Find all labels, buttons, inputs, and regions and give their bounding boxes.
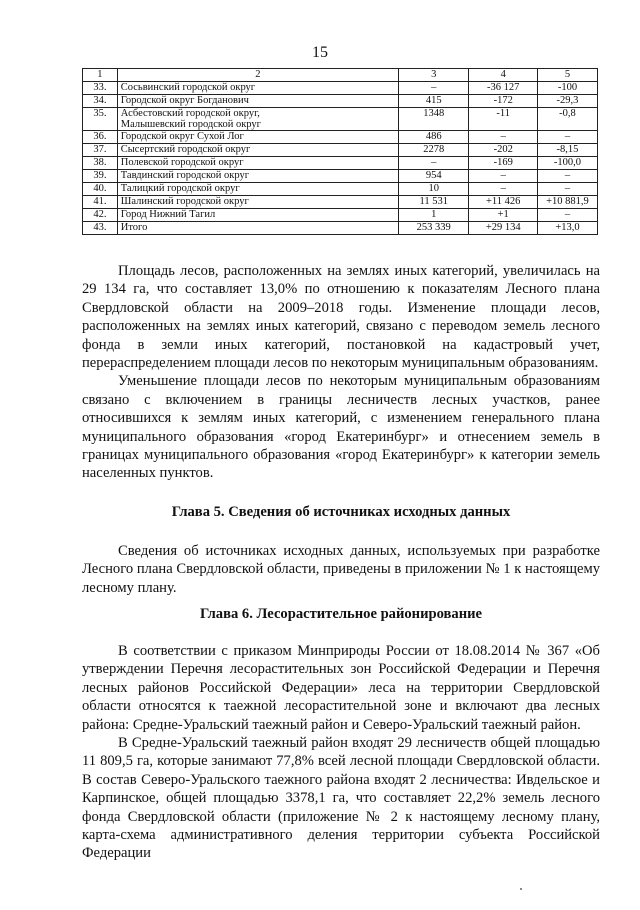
- table-row: [83, 144, 598, 157]
- table-cell: -0,8: [537, 108, 597, 131]
- table-cell: 33.: [83, 82, 118, 95]
- table-cell: -169: [469, 157, 537, 170]
- table-cell: Сысертский городской округ: [117, 144, 398, 157]
- table-cell: –: [398, 82, 469, 95]
- table-row: [83, 157, 598, 170]
- table-cell: –: [469, 183, 537, 196]
- table-cell: 35.: [83, 108, 118, 131]
- table-cell: 40.: [83, 183, 118, 196]
- table-cell: 11 531: [398, 196, 469, 209]
- table-cell: 2278: [398, 144, 469, 157]
- table-cell: –: [398, 157, 469, 170]
- table-header-cell: 2: [117, 69, 398, 82]
- table-cell: Полевской городской округ: [117, 157, 398, 170]
- table-cell: 415: [398, 95, 469, 108]
- table-cell: Тавдинский городской округ: [117, 170, 398, 183]
- table-cell: -202: [469, 144, 537, 157]
- table-cell: 36.: [83, 131, 118, 144]
- table-header-cell: 4: [469, 69, 537, 82]
- page-number: 15: [312, 44, 328, 61]
- table-cell: Шалинский городской округ: [117, 196, 398, 209]
- table-cell: +11 426: [469, 196, 537, 209]
- table-cell: 37.: [83, 144, 118, 157]
- table-cell: Талицкий городской округ: [117, 183, 398, 196]
- body-text-ch5: [82, 542, 600, 597]
- table-row: [83, 222, 598, 235]
- table-cell: -100,0: [537, 157, 597, 170]
- table-cell: -29,3: [537, 95, 597, 108]
- forest-area-table: [82, 68, 598, 235]
- table-cell: -172: [469, 95, 537, 108]
- table-cell: 38.: [83, 157, 118, 170]
- body-text-ch6: [82, 642, 600, 863]
- table-header-row: [83, 69, 598, 82]
- scan-speck: [520, 888, 522, 890]
- table-cell: +1: [469, 209, 537, 222]
- table-cell: 954: [398, 170, 469, 183]
- table-cell: Городской округ Сухой Лог: [117, 131, 398, 144]
- table-row: [83, 209, 598, 222]
- table-cell: +13,0: [537, 222, 597, 235]
- table-cell: 34.: [83, 95, 118, 108]
- table-cell: –: [537, 209, 597, 222]
- paragraph: Уменьшение площади лесов по некоторым муниципальным образованиям связано с включением в границы лесничеств лесных участков, ранее относившихся к землям иных категорий, с изменением генерального плана муниципального образования «город Екатеринбург» и отнесением земель в границах муниципального образования «город Екатеринбург» к категории земель населенных пунктов.: [82, 373, 600, 482]
- chapter-5-heading: Глава 5. Сведения об источниках исходных данных: [171, 504, 511, 520]
- table-cell: –: [537, 170, 597, 183]
- table-cell: 1: [398, 209, 469, 222]
- chapter-6-heading: Глава 6. Лесорастительное районирование: [199, 606, 483, 622]
- table-cell: Асбестовский городской округ, Малышевский городской округ: [117, 108, 398, 131]
- table-row: [83, 183, 598, 196]
- table-header-cell: 1: [83, 69, 118, 82]
- table-row: [83, 131, 598, 144]
- table-row: [83, 108, 598, 131]
- table-cell: –: [469, 131, 537, 144]
- table-row: [83, 95, 598, 108]
- paragraph: В Средне-Уральский таежный район входят 29 лесничеств общей площадью 11 809,5 га, которые занимают 77,8% всей лесной площади Свердловской области. В состав Северо-Уральского таежного района входят 2 лесничества: Ивдельское и Карпинское, общей площадью 3378,1 га, что составляет 22,2% земель лесного фонда Свердловской области (приложение № 2 к настоящему лесному плану, карта-схема административного деления территории субъекта Российской Федерации: [82, 735, 600, 862]
- table-cell: 39.: [83, 170, 118, 183]
- table-cell: 10: [398, 183, 469, 196]
- table-header-cell: 5: [537, 69, 597, 82]
- table-cell: 486: [398, 131, 469, 144]
- table-cell: -36 127: [469, 82, 537, 95]
- table-cell: 41.: [83, 196, 118, 209]
- table-row: [83, 196, 598, 209]
- table-body: [83, 82, 598, 235]
- table-cell: –: [537, 131, 597, 144]
- body-text-block-1: [82, 262, 600, 483]
- table-cell: -11: [469, 108, 537, 131]
- table-cell: –: [469, 170, 537, 183]
- table-cell: -8,15: [537, 144, 597, 157]
- table-cell: 253 339: [398, 222, 469, 235]
- paragraph: Площадь лесов, расположенных на землях иных категорий, увеличилась на 29 134 га, что составляет 13,0% по отношению к показателям Лесного плана Свердловской области на 2009–2018 годы. Изменение площади лесов, расположенных на землях иных категорий, связано с переводом земель лесного фонда в земли иных категорий, постановкой на кадастровый учет, перераспределением площади лесов по некоторым муниципальным образованиям.: [82, 263, 600, 372]
- table-row: [83, 170, 598, 183]
- table-cell: +29 134: [469, 222, 537, 235]
- paragraph: В соответствии с приказом Минприроды России от 18.08.2014 № 367 «Об утверждении Перечня лесорастительных зон Российской Федерации и Перечня лесных районов Российской Федерации» леса на территории Свердловской области относятся к таежной лесорастительной зоне и включают два лесных района: Средне-Уральский таежный район и Северо-Уральский таежный район.: [82, 643, 600, 733]
- table-cell: 42.: [83, 209, 118, 222]
- table-header-cell: 3: [398, 69, 469, 82]
- paragraph: Сведения об источниках исходных данных, используемых при разработке Лесного плана Свердловской области, приведены в приложении № 1 к настоящему лесному плану.: [82, 543, 600, 596]
- table-cell: +10 881,9: [537, 196, 597, 209]
- table-cell: 43.: [83, 222, 118, 235]
- table-cell: Сосьвинский городской округ: [117, 82, 398, 95]
- table-row: [83, 82, 598, 95]
- table-cell: Городской округ Богданович: [117, 95, 398, 108]
- table-cell: Итого: [117, 222, 398, 235]
- table-cell: -100: [537, 82, 597, 95]
- table-cell: 1348: [398, 108, 469, 131]
- table-cell: Город Нижний Тагил: [117, 209, 398, 222]
- table-cell: –: [537, 183, 597, 196]
